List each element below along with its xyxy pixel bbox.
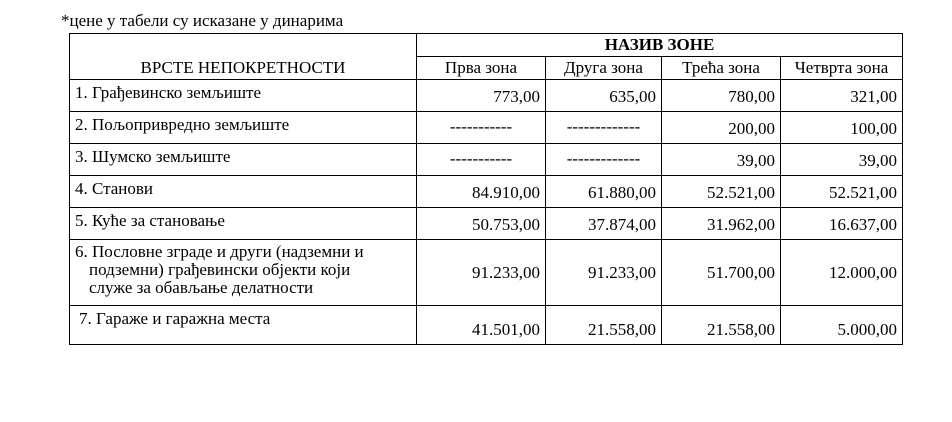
zone-1-value: 773,00 (417, 80, 546, 112)
zone-3-value: 780,00 (662, 80, 781, 112)
zone-3-value: 21.558,00 (662, 306, 781, 345)
zone-4-value: 5.000,00 (781, 306, 903, 345)
row-label-line-3: служе за обављање делатности (89, 278, 314, 297)
row-label: 2. Пољопривредно земљиште (70, 112, 417, 144)
property-price-table (69, 33, 903, 345)
currency-note: *цене у табели су исказане у динарима (61, 11, 344, 30)
table-row (70, 80, 903, 112)
row-label: 4. Станови (70, 176, 417, 208)
zone-name-header: НАЗИВ ЗОНЕ (417, 34, 903, 57)
table-row (70, 208, 903, 240)
zone-2-value: ------------- (546, 144, 662, 176)
zone-1-value: ----------- (417, 144, 546, 176)
zone-4-value: 16.637,00 (781, 208, 903, 240)
row-label-line-2: подземни) грађевински објекти који (89, 260, 351, 279)
zone-4-value: 100,00 (781, 112, 903, 144)
property-type-header: ВРСТЕ НЕПОКРЕТНОСТИ (70, 34, 417, 80)
zone-1-value: 84.910,00 (417, 176, 546, 208)
zone-3-value: 39,00 (662, 144, 781, 176)
table-row (70, 240, 903, 306)
zone-2-value: 635,00 (546, 80, 662, 112)
zone-1-value: 91.233,00 (417, 240, 546, 306)
table-row (70, 306, 903, 345)
table-row (70, 112, 903, 144)
zone-4-value: 39,00 (781, 144, 903, 176)
zone-3-value: 51.700,00 (662, 240, 781, 306)
zone-2-value: 37.874,00 (546, 208, 662, 240)
zone-2-value: 61.880,00 (546, 176, 662, 208)
row-label: 1. Грађевинско земљиште (70, 80, 417, 112)
table-row (70, 176, 903, 208)
zone-3-header: Трећа зона (662, 57, 781, 80)
zone-2-value: 21.558,00 (546, 306, 662, 345)
zone-3-value: 52.521,00 (662, 176, 781, 208)
zone-2-header: Друга зона (546, 57, 662, 80)
zone-1-value: ----------- (417, 112, 546, 144)
zone-3-value: 31.962,00 (662, 208, 781, 240)
zone-1-header: Прва зона (417, 57, 546, 80)
zone-1-value: 41.501,00 (417, 306, 546, 345)
row-label: 7. Гараже и гаражна места (70, 306, 417, 345)
header-row-zone (70, 34, 903, 57)
row-label-line-1: 6. Пословне зграде и други (надземни и (75, 242, 364, 261)
row-label: 3. Шумско земљиште (70, 144, 417, 176)
zone-4-value: 321,00 (781, 80, 903, 112)
zone-2-value: 91.233,00 (546, 240, 662, 306)
zone-2-value: ------------- (546, 112, 662, 144)
zone-4-value: 12.000,00 (781, 240, 903, 306)
zone-1-value: 50.753,00 (417, 208, 546, 240)
zone-4-header: Четврта зона (781, 57, 903, 80)
table-row (70, 144, 903, 176)
zone-4-value: 52.521,00 (781, 176, 903, 208)
zone-3-value: 200,00 (662, 112, 781, 144)
row-label: 5. Куће за становање (70, 208, 417, 240)
row-label (70, 240, 417, 306)
